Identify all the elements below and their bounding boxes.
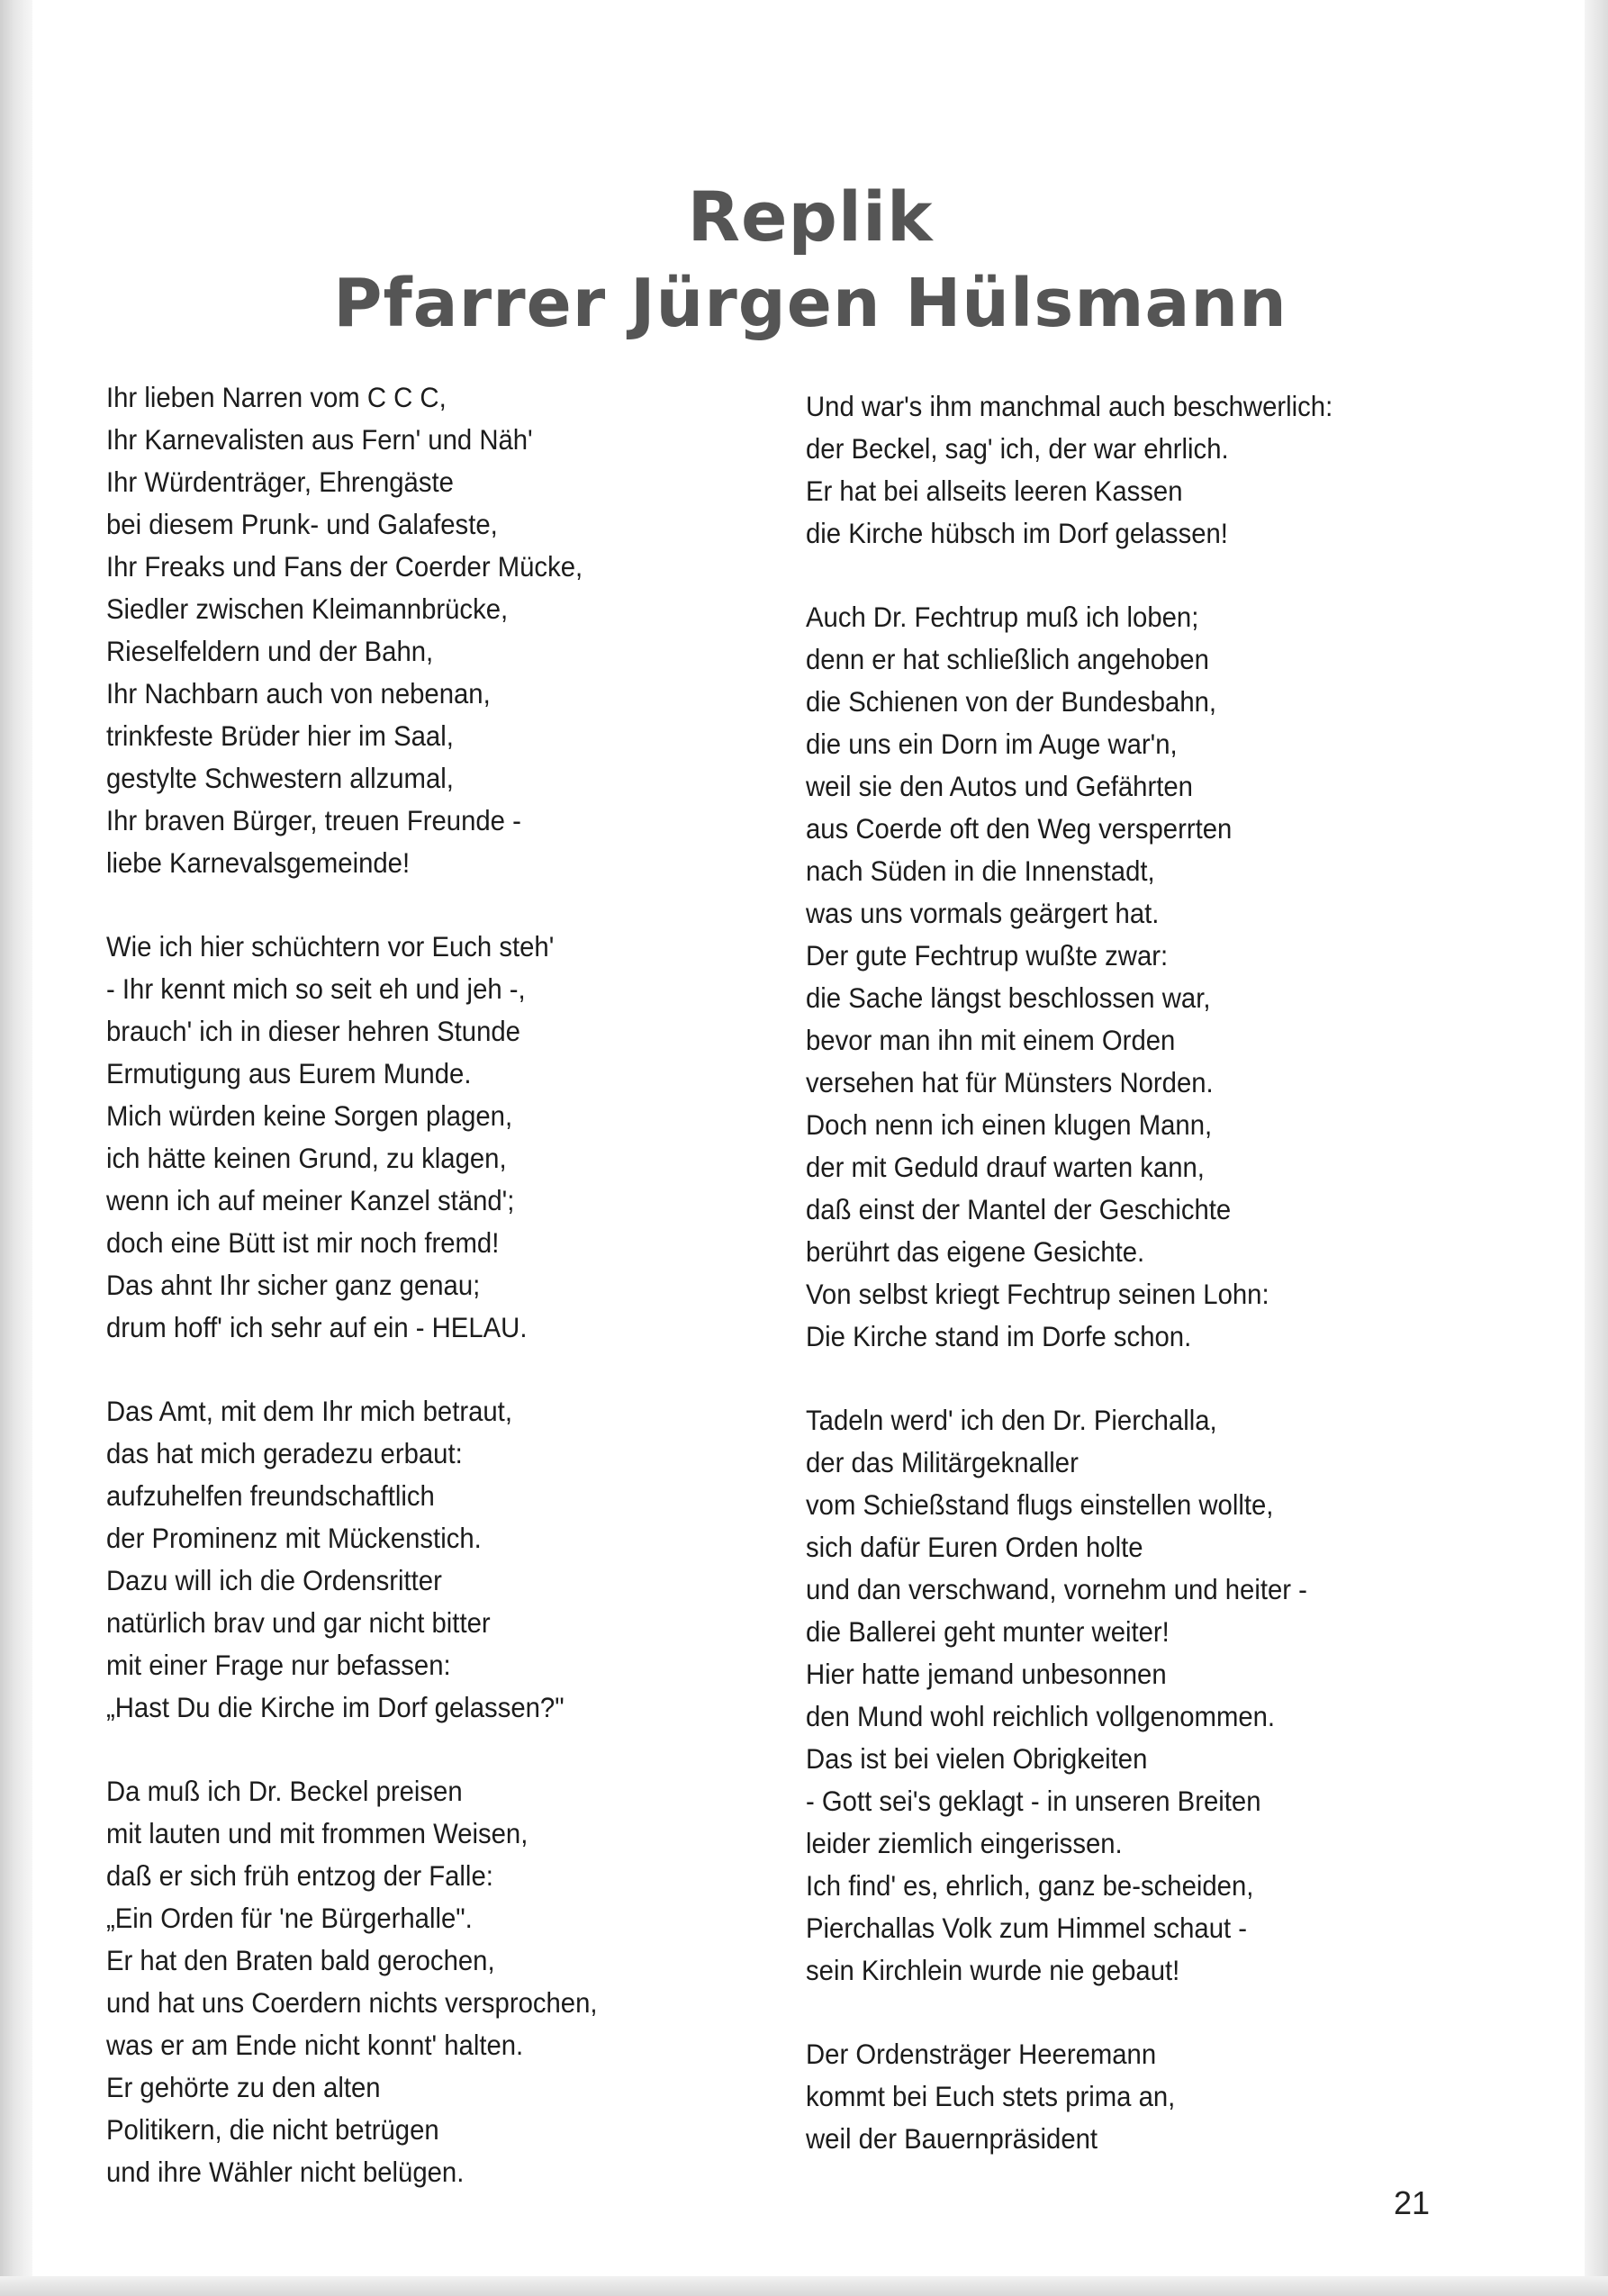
page-title — [180, 176, 1441, 348]
poem-line: Auch Dr. Fechtrup muß ich loben; — [806, 601, 1199, 633]
poem-stanza — [106, 1770, 675, 2193]
poem-line: Hier hatte jemand unbesonnen — [806, 1658, 1167, 1690]
poem-line: die uns ein Dorn im Auge war'n, — [806, 728, 1178, 760]
poem-line: Ihr Karnevalisten aus Fern' und Näh' — [106, 423, 533, 456]
poem-line: Er hat den Braten bald gerochen, — [106, 1944, 495, 1976]
page-number: 21 — [1394, 2184, 1431, 2221]
page-binding-shadow — [0, 0, 32, 2296]
poem-line: der Beckel, sag' ich, der war ehrlich. — [806, 432, 1229, 465]
poem-line: sich dafür Euren Orden holte — [806, 1531, 1143, 1563]
page-right-edge — [1585, 0, 1608, 2296]
poem-line: leider ziemlich eingerissen. — [806, 1827, 1123, 1859]
poem-line: Wie ich hier schüchtern vor Euch steh' — [106, 930, 555, 963]
poem-line: trinkfeste Brüder hier im Saal, — [106, 719, 454, 752]
poem-line: Ihr Freaks und Fans der Coerder Mücke, — [106, 550, 583, 583]
poem-line: und dan verschwand, vornehm und heiter - — [806, 1573, 1307, 1605]
poem-line: Ermutigung aus Eurem Munde. — [106, 1057, 472, 1089]
poem-stanza — [806, 596, 1409, 1358]
poem-line: weil der Bauernpräsident — [806, 2122, 1098, 2155]
poem-line: der Prominenz mit Mückenstich. — [106, 1522, 482, 1554]
poem-line: kommt bei Euch stets prima an, — [806, 2080, 1176, 2112]
poem-line: Der gute Fechtrup wußte zwar: — [806, 939, 1169, 972]
poem-line: berührt das eigene Gesichte. — [806, 1235, 1145, 1268]
poem-line: Mich würden keine Sorgen plagen, — [106, 1099, 513, 1132]
poem-line: liebe Karnevalsgemeinde! — [106, 846, 411, 879]
poem-line: die Sache längst beschlossen war, — [806, 981, 1211, 1014]
poem-line: Das ahnt Ihr sicher ganz genau; — [106, 1269, 481, 1301]
poem-line: den Mund wohl reichlich vollgenommen. — [806, 1700, 1276, 1732]
poem-line: der das Militärgeknaller — [806, 1446, 1079, 1478]
poem-line: Er hat bei allseits leeren Kassen — [806, 475, 1183, 507]
poem-line: daß einst der Mantel der Geschichte — [806, 1193, 1232, 1225]
poem-line: versehen hat für Münsters Norden. — [806, 1066, 1214, 1098]
poem-line: Doch nenn ich einen klugen Mann, — [806, 1108, 1213, 1141]
poem-stanza — [806, 1399, 1409, 1992]
poem-right-column — [806, 385, 1409, 2201]
poem-line: und hat uns Coerdern nichts versprochen, — [106, 1986, 598, 2019]
poem-line: drum hoff' ich sehr auf ein - HELAU. — [106, 1311, 528, 1343]
page-bottom-edge — [0, 2276, 1608, 2296]
poem-left-column — [106, 376, 675, 2235]
poem-line: Ihr braven Bürger, treuen Freunde - — [106, 804, 521, 836]
poem-stanza — [106, 926, 675, 1349]
poem-line: Er gehörte zu den alten — [106, 2071, 381, 2103]
title-line-replik: Replik — [687, 176, 934, 257]
poem-line: Siedler zwischen Kleimannbrücke, — [106, 592, 509, 625]
poem-line: Ihr lieben Narren vom C C C, — [106, 381, 447, 413]
poem-line: Ich find' es, ehrlich, ganz be-scheiden, — [806, 1869, 1254, 1902]
poem-line: und ihre Wähler nicht belügen. — [106, 2156, 465, 2188]
poem-line: Das ist bei vielen Obrigkeiten — [806, 1742, 1148, 1775]
poem-stanza — [806, 2033, 1409, 2160]
poem-line: Dazu will ich die Ordensritter — [106, 1564, 442, 1596]
poem-line: bei diesem Prunk- und Galafeste, — [106, 508, 498, 540]
poem-line: doch eine Bütt ist mir noch fremd! — [106, 1226, 500, 1259]
poem-line: Der Ordensträger Heeremann — [806, 2038, 1157, 2070]
poem-line: ich hätte keinen Grund, zu klagen, — [106, 1142, 507, 1174]
poem-line: Rieselfeldern und der Bahn, — [106, 635, 434, 667]
poem-line: Da muß ich Dr. Beckel preisen — [106, 1775, 463, 1807]
poem-line: Tadeln werd' ich den Dr. Pierchalla, — [806, 1404, 1217, 1436]
poem-line: Ihr Nachbarn auch von nebenan, — [106, 677, 491, 710]
poem-line: das hat mich geradezu erbaut: — [106, 1437, 463, 1469]
poem-line: daß er sich früh entzog der Falle: — [106, 1859, 493, 1892]
poem-stanza — [106, 376, 675, 884]
poem-line: - Ihr kennt mich so seit eh und jeh -, — [106, 972, 526, 1005]
poem-line: Das Amt, mit dem Ihr mich betraut, — [106, 1395, 512, 1427]
poem-stanza — [106, 1390, 675, 1729]
poem-line: Pierchallas Volk zum Himmel schaut - — [806, 1912, 1248, 1944]
poem-line: vom Schießstand flugs einstellen wollte, — [806, 1488, 1274, 1521]
poem-line: „Ein Orden für 'ne Bürgerhalle". — [106, 1902, 473, 1934]
poem-line: brauch' ich in dieser hehren Stunde — [106, 1015, 520, 1047]
poem-line: mit einer Frage nur befassen: — [106, 1649, 451, 1681]
poem-line: aufzuhelfen freundschaftlich — [106, 1479, 435, 1512]
poem-stanza — [806, 385, 1409, 555]
poem-line: „Hast Du die Kirche im Dorf gelassen?" — [106, 1691, 565, 1723]
poem-line: gestylte Schwestern allzumal, — [106, 762, 454, 794]
title-line-author: Pfarrer Jürgen Hülsmann — [333, 265, 1287, 342]
poem-line: Politikern, die nicht betrügen — [106, 2113, 439, 2146]
poem-line: natürlich brav und gar nicht bitter — [106, 1606, 491, 1639]
poem-line: denn er hat schließlich angehoben — [806, 643, 1209, 675]
poem-line: mit lauten und mit frommen Weisen, — [106, 1817, 528, 1849]
poem-line: Von selbst kriegt Fechtrup seinen Lohn: — [806, 1278, 1269, 1310]
poem-line: der mit Geduld drauf warten kann, — [806, 1151, 1205, 1183]
poem-line: was uns vormals geärgert hat. — [806, 897, 1160, 929]
poem-line: die Kirche hübsch im Dorf gelassen! — [806, 517, 1228, 549]
poem-line: Die Kirche stand im Dorfe schon. — [806, 1320, 1192, 1352]
poem-line: sein Kirchlein wurde nie gebaut! — [806, 1954, 1180, 1986]
poem-line: - Gott sei's geklagt - in unseren Breiten — [806, 1785, 1261, 1817]
poem-line: die Schienen von der Bundesbahn, — [806, 685, 1217, 718]
poem-line: wenn ich auf meiner Kanzel ständ'; — [106, 1184, 515, 1216]
poem-line: Ihr Würdenträger, Ehrengäste — [106, 466, 454, 498]
poem-line: Und war's ihm manchmal auch beschwerlich: — [806, 390, 1333, 422]
poem-line: aus Coerde oft den Weg versperrten — [806, 812, 1233, 845]
poem-line: nach Süden in die Innenstadt, — [806, 854, 1155, 887]
poem-line: bevor man ihn mit einem Orden — [806, 1024, 1176, 1056]
poem-line: die Ballerei geht munter weiter! — [806, 1615, 1170, 1648]
poem-line: weil sie den Autos und Gefährten — [806, 770, 1193, 802]
poem-line: was er am Ende nicht konnt' halten. — [106, 2029, 524, 2061]
